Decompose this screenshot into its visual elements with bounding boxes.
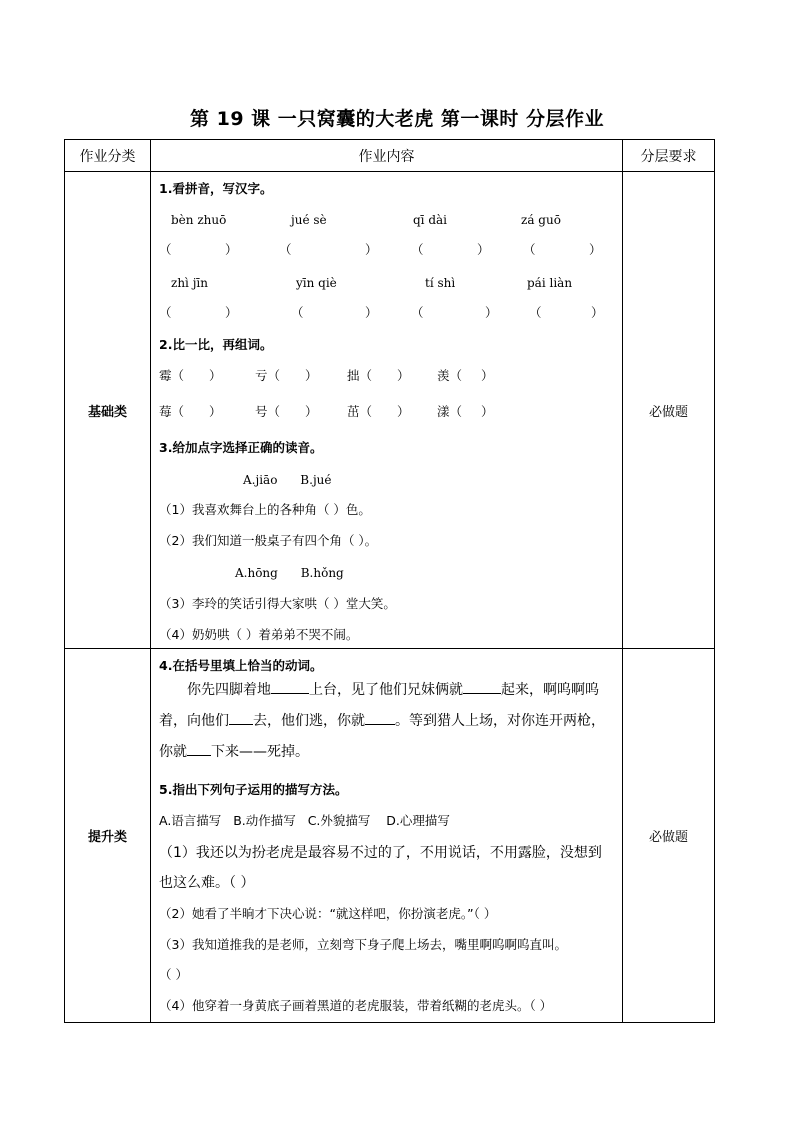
compare-paren: ）	[209, 368, 222, 383]
compare-paren: ）	[397, 368, 410, 383]
reading-options: A.jiāo B.jué	[243, 473, 332, 487]
compare-paren: ）	[209, 404, 222, 419]
content-cell	[151, 649, 623, 1023]
question-5-sentence: （4）他穿着一身黄底子画着黑道的老虎服装，带着纸糊的老虎头。（ ）	[159, 998, 553, 1013]
question-5-title: 5.指出下列句子运用的描写方法。	[159, 782, 348, 797]
pinyin-item: pái liàn	[527, 276, 573, 290]
requirement-cell: 必做题	[623, 649, 715, 1023]
question-5-sentence: （1）我还以为扮老虎是最容易不过的了，不用说话，不用露脸，没想到也这么难。（ ）	[159, 845, 602, 891]
pinyin-item: qī dài	[413, 213, 448, 227]
question-3-sentence: （3）李玲的笑话引得大家哄（ ）堂大笑。	[159, 596, 396, 611]
paragraph-text: 起来，啊呜啊呜着，向他们	[159, 682, 599, 729]
answer-close-paren: ）	[365, 305, 378, 320]
requirement-cell: 必做题	[623, 172, 715, 649]
page-title: 第 19 课 一只窝囊的大老虎 第一课时 分层作业	[189, 108, 604, 130]
category-cell: 基础类	[65, 172, 151, 649]
answer-close-paren: ）	[365, 242, 378, 257]
compare-char: 茁（	[347, 404, 373, 419]
answer-open-paren: （	[159, 242, 172, 257]
blank-line[interactable]	[229, 710, 253, 725]
pinyin-item: tí shì	[425, 276, 456, 290]
header-category: 作业分类	[65, 140, 151, 172]
compare-char: 霉（	[159, 368, 185, 383]
question-3-title: 3.给加点字选择正确的读音。	[159, 440, 323, 455]
question-3-sentence: （1）我喜欢舞台上的各种角（ ）色。	[159, 502, 371, 517]
answer-close-paren: ）	[591, 305, 604, 320]
answer-open-paren: （	[523, 242, 536, 257]
paragraph-text: 下来——死掉。	[211, 744, 309, 760]
pinyin-item: jué sè	[291, 213, 327, 227]
content-cell	[151, 172, 623, 649]
reading-options: A.hōng B.hǒng	[235, 566, 344, 580]
question-5-answer-paren: （ ）	[159, 967, 188, 982]
question-2-title: 2.比一比，再组词。	[159, 337, 273, 352]
category-cell: 提升类	[65, 649, 151, 1023]
compare-char: 亏（	[255, 368, 281, 383]
fill-in-paragraph	[159, 675, 615, 768]
pinyin-item: zá guō	[521, 213, 561, 227]
compare-char: 漾（	[437, 404, 463, 419]
method-options: A.语言描写 B.动作描写 C.外貌描写 D.心理描写	[159, 813, 450, 828]
header-content: 作业内容	[151, 140, 623, 172]
pinyin-item: zhì jīn	[171, 276, 208, 290]
question-3-sentence: （4）奶奶哄（ ）着弟弟不哭不闹。	[159, 627, 359, 642]
blank-line[interactable]	[187, 741, 211, 756]
compare-paren: ）	[397, 404, 410, 419]
answer-close-paren: ）	[477, 242, 490, 257]
question-5-sentence: （3）我知道推我的是老师，立刻弯下身子爬上场去，嘴里啊呜啊呜直叫。	[159, 937, 567, 952]
compare-char: 拙（	[347, 368, 373, 383]
answer-open-paren: （	[529, 305, 542, 320]
answer-open-paren: （	[411, 305, 424, 320]
paragraph-text: 上台，见了他们兄妹俩就	[309, 682, 463, 698]
compare-paren: ）	[481, 404, 494, 419]
question-4-title: 4.在括号里填上恰当的动词。	[159, 658, 323, 673]
answer-open-paren: （	[291, 305, 304, 320]
question-5-sentence: （2）她看了半晌才下决心说：“就这样吧，你扮演老虎。”（ ）	[159, 906, 497, 921]
header-row	[65, 140, 715, 172]
compare-paren: ）	[305, 368, 318, 383]
pinyin-item: yīn qiè	[296, 276, 337, 290]
compare-paren: ）	[481, 368, 494, 383]
paragraph-text: 。等到猎人上场，对你连开两枪，你就	[159, 713, 605, 760]
header-level: 分层要求	[623, 140, 715, 172]
question-3-sentence: （2）我们知道一般桌子有四个角（ ）。	[159, 533, 378, 548]
answer-open-paren: （	[279, 242, 292, 257]
answer-close-paren: ）	[589, 242, 602, 257]
answer-open-paren: （	[411, 242, 424, 257]
pinyin-item: bèn zhuō	[171, 213, 227, 227]
compare-char: 莓（	[159, 404, 185, 419]
compare-char: 羡（	[437, 368, 463, 383]
paragraph-text: 你先四脚着地	[187, 682, 271, 698]
answer-open-paren: （	[159, 305, 172, 320]
answer-close-paren: ）	[225, 305, 238, 320]
compare-paren: ）	[305, 404, 318, 419]
blank-line[interactable]	[365, 710, 395, 725]
paragraph-text: 去，他们逃，你就	[253, 713, 365, 729]
question-1-title: 1.看拼音，写汉字。	[159, 181, 273, 196]
compare-char: 号（	[255, 404, 281, 419]
answer-close-paren: ）	[225, 242, 238, 257]
table-row	[65, 172, 715, 649]
homework-table	[64, 139, 715, 1023]
blank-line[interactable]	[271, 679, 309, 694]
table-row	[65, 649, 715, 1023]
blank-line[interactable]	[463, 679, 501, 694]
answer-close-paren: ）	[485, 305, 498, 320]
